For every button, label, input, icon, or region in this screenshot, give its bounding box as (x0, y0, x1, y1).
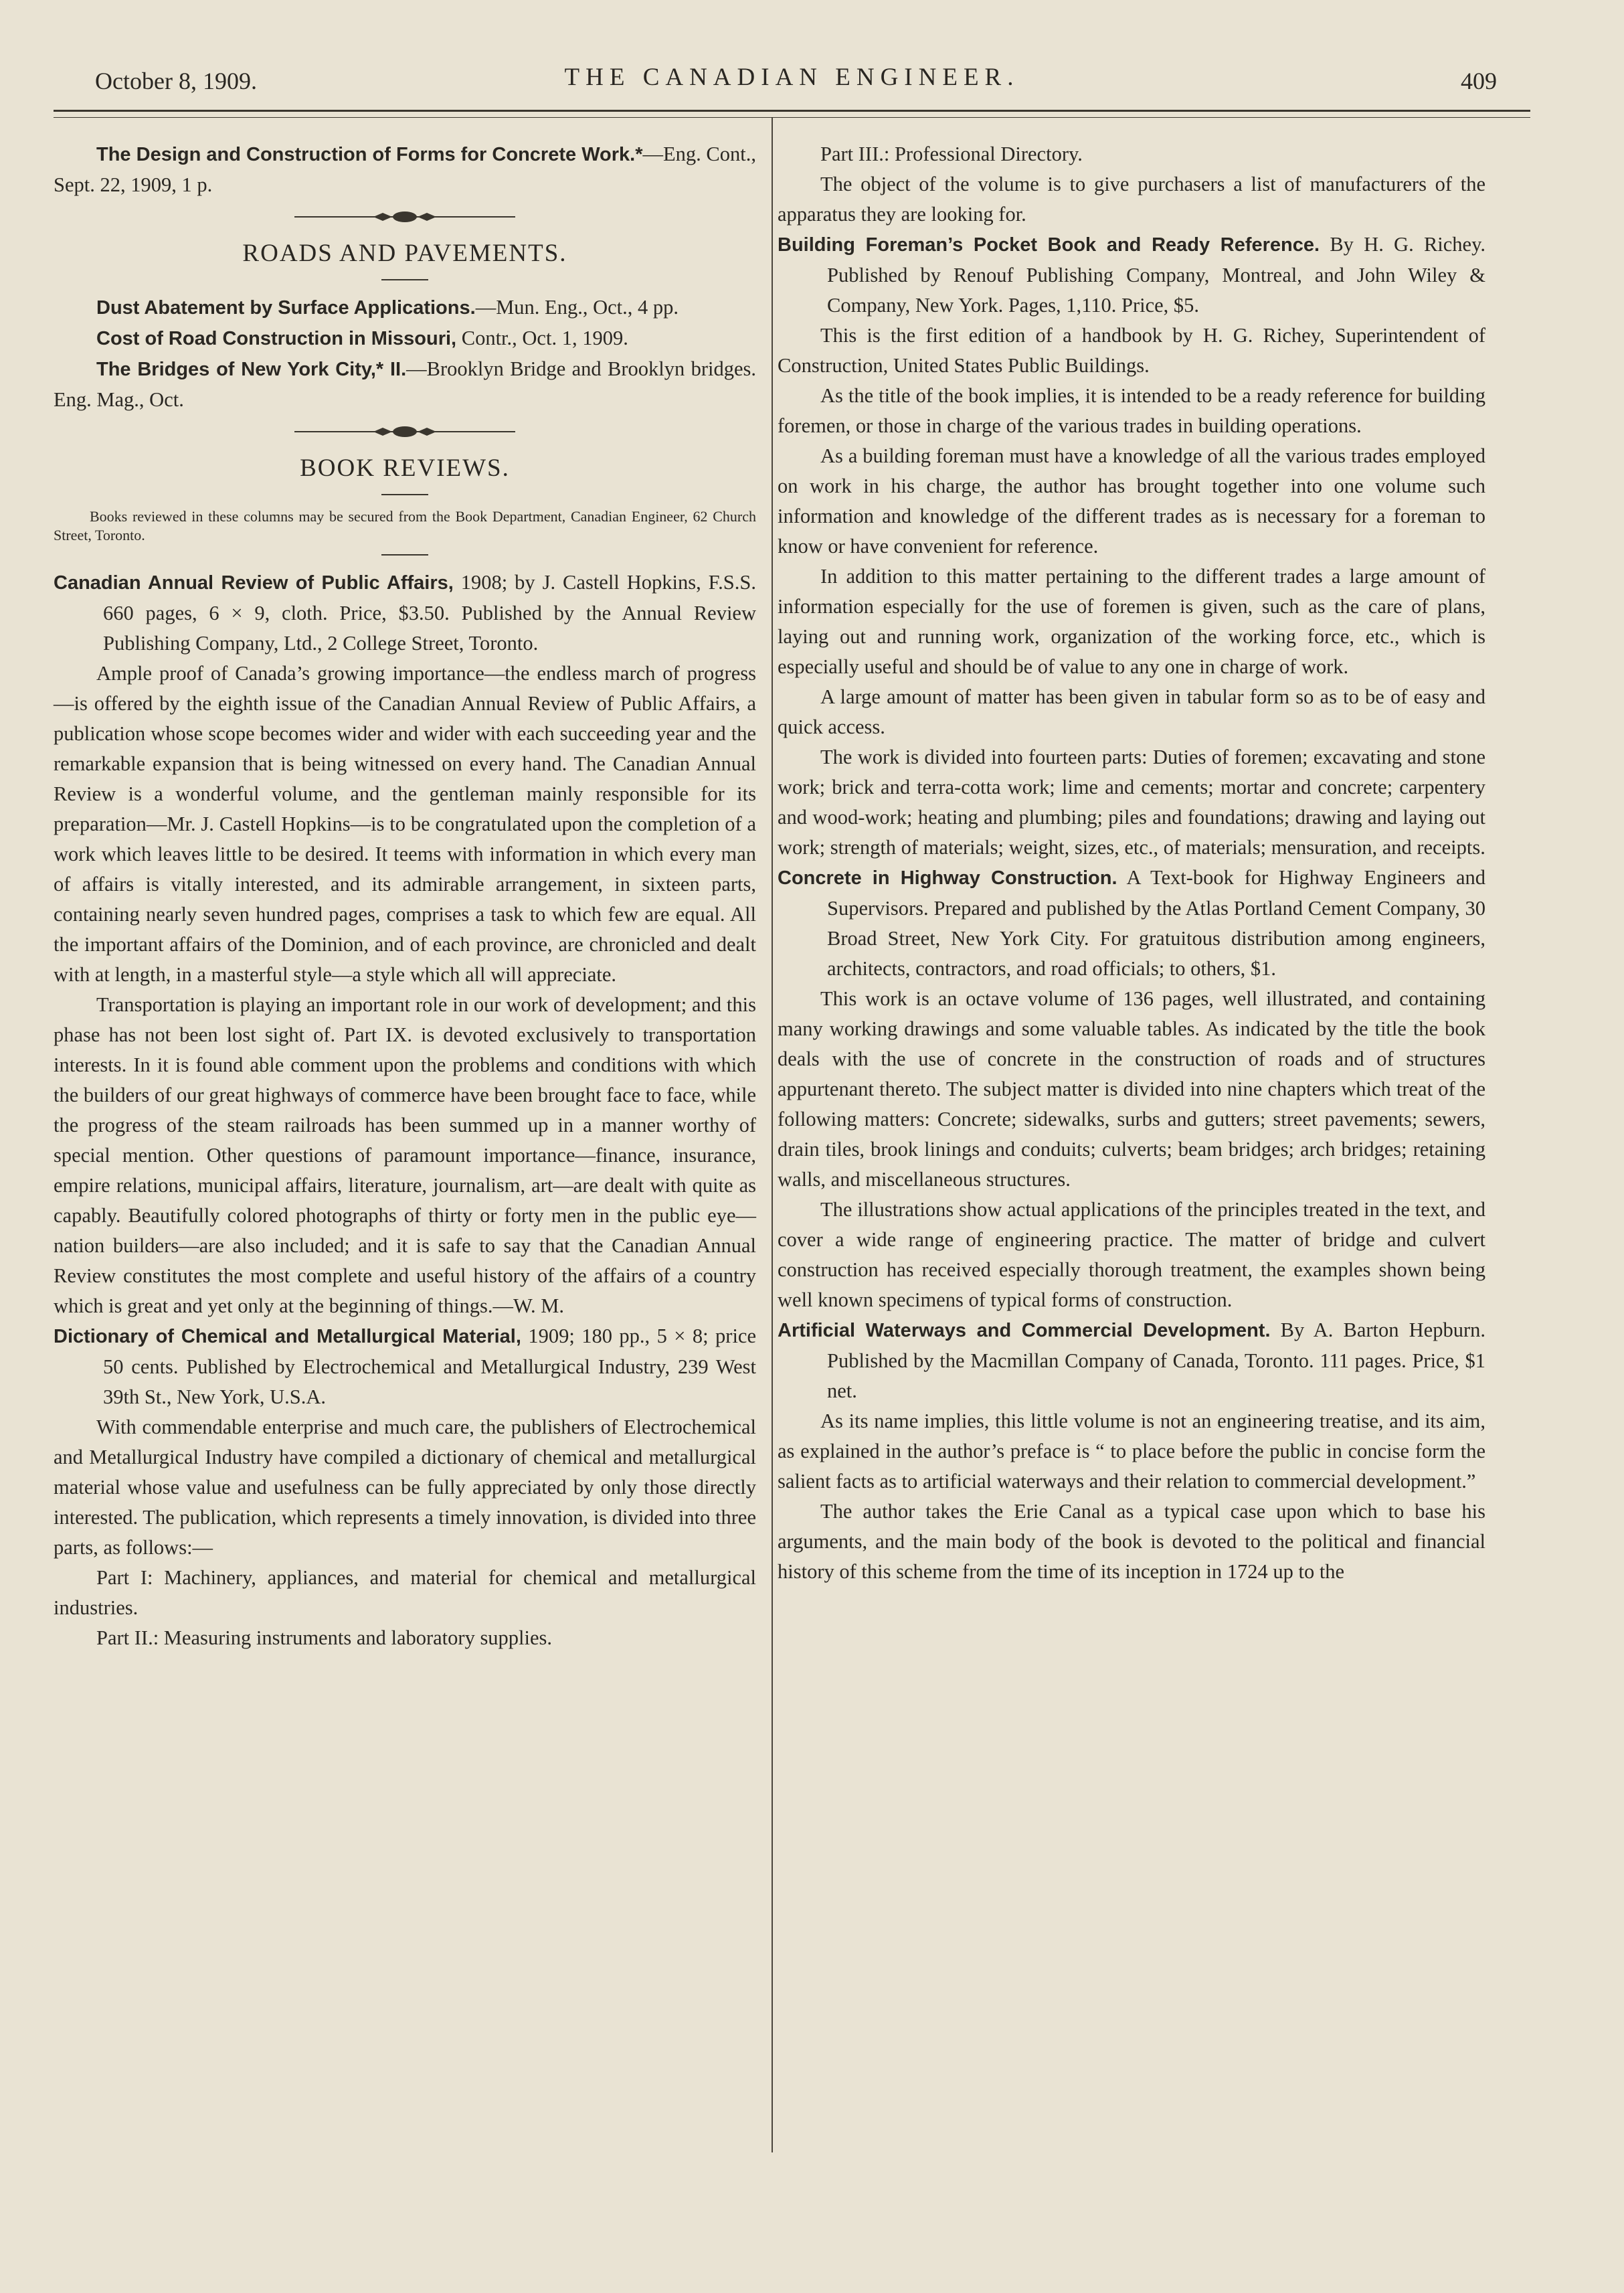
review-annual-paragraph: Transportation is playing an important role in our work of development; and this phase has not been lost sight of. Part IX. is devoted exclusively to transportation interests. In it is found able comment upon the problems and conditions with which the builders of our great highways of commerce have been brought face to face, while the progress of the steam railroads has been summed up in a manner worthy of special mention. Other questions of paramount importance—finance, insurance, empire relations, municipal affairs, literature, journalism, art—are dealt with quite as capably. Beautifully colored photographs of thirty or forty men in the public eye—nation builders—are also included; and it is safe to say that the Canadian Annual Review constitutes the most complete and useful history of the affairs of a country which is great and yet only at the beginning of things.—W. M. (54, 993, 756, 1317)
short-rule (381, 279, 428, 280)
entry-bridges: The Bridges of New York City,* II.—Brooklyn Bridge and Brooklyn bridges. Eng. Mag., Oct. (54, 357, 756, 411)
review-concrete-citation: Concrete in Highway Construction. A Text-book for Highway Engineers and Supervisors. Prepared and published by the Atlas Portland Cement Company, 30 Broad Street, New York City. For gratuitous distribution among engineers, architects, contractors, and road officials; to others, $1. (778, 866, 1485, 980)
review-waterways-paragraph: The author takes the Erie Canal as a typical case upon which to base his arguments, and the main body of the book is devoted to the political and financial history of this scheme from the time of its inception in 1724 up to the (778, 1500, 1485, 1583)
entry-dust: Dust Abatement by Surface Applications.—Mun. Eng., Oct., 4 pp. (96, 296, 679, 319)
page-number: 409 (1461, 68, 1497, 94)
review-foreman-paragraph: As a building foreman must have a knowledge of all the various trades employed on work in his charge, the author has brought together into one volume such information and knowledge of the different trades as is necessary for a foreman to know or have convenient for reference. (778, 444, 1485, 558)
review-dictionary-part: Part II.: Measuring instruments and laboratory supplies. (96, 1626, 553, 1649)
entry-cost: Cost of Road Construction in Missouri, Contr., Oct. 1, 1909. (96, 327, 628, 349)
review-dictionary-paragraph: With commendable enterprise and much care, the publishers of Electrochemical and Metallurgical Industry have compiled a dictionary of chemical and metallurgical material whose value and usefulness can be fully appreciated by only those directly interested. The publication, which represents a timely innovation, is divided into three parts, as follows:— (54, 1416, 756, 1559)
review-dictionary-part: Part I: Machinery, appliances, and material for chemical and metallurgical industries. (54, 1566, 756, 1619)
review-dictionary-citation: Dictionary of Chemical and Metallurgical Material, 1909; 180 pp., 5 × 8; price 50 cents. Published by Electrochemical and Metallurgical Industry, 239 West 39th St., New York, U.S.A. (54, 1325, 756, 1408)
review-dictionary-part: Part III.: Professional Directory. (820, 143, 1083, 165)
ornament-divider (294, 209, 515, 224)
section-heading-reviews: BOOK REVIEWS. (300, 454, 510, 482)
entry-forms: The Design and Construction of Forms for Concrete Work.*—Eng. Cont., Sept. 22, 1909, 1 p. (54, 143, 756, 196)
review-concrete-paragraph: This work is an octave volume of 136 pages, well illustrated, and containing many working drawings and some valuable tables. As indicated by the title the book deals with the use of concrete in the construction of roads and of structures appurtenant thereto. The subject matter is divided into nine chapters which treat of the following matters: Concrete; sidewalks, surbs and gutters; street pavements; sewers, drain tiles, brook linings and conduits; culverts; beam bridges; arch bridges; retaining walls, and miscellaneous structures. (778, 987, 1485, 1191)
column-divider (772, 118, 773, 2152)
review-waterways-paragraph: As its name implies, this little volume is not an engineering treatise, and its aim, as explained in the author’s preface is “ to place before the public in concise form the salient facts as to artificial waterways and their relation to commercial development.” (778, 1410, 1485, 1493)
issue-date: October 8, 1909. (95, 68, 257, 94)
running-head (87, 62, 1497, 102)
short-rule (381, 494, 428, 495)
review-dictionary-paragraph: The object of the volume is to give purchasers a list of manufacturers of the apparatus they are looking for. (778, 173, 1485, 226)
review-foreman-paragraph: The work is divided into fourteen parts: Duties of foremen; excavating and stone work; brick and terra-cotta work; lime and cements; mortar and concrete; carpentery and wood-work; heating and plumbing; piles and foundations; drawing and laying out work; strength of materials; weight, sizes, etc., of materials; mensuration, and receipts. (778, 746, 1485, 859)
review-concrete-paragraph: The illustrations show actual applications of the principles treated in the text, and cover a wide range of engineering practice. The matter of bridge and culvert construction has received especially thorough treatment, the examples shown being well known specimens of typical forms of construction. (778, 1198, 1485, 1311)
short-rule (381, 554, 428, 556)
review-foreman-paragraph: A large amount of matter has been given in tabular form so as to be of easy and quick access. (778, 685, 1485, 738)
review-waterways-citation: Artificial Waterways and Commercial Development. By A. Barton Hepburn. Published by the Macmillan Company of Canada, Toronto. 111 pages. Price, $1 net. (778, 1319, 1485, 1402)
section-heading-roads: ROADS AND PAVEMENTS. (242, 240, 567, 267)
review-foreman-citation: Building Foreman’s Pocket Book and Ready Reference. By H. G. Richey. Published by Renouf Publishing Company, Montreal, and John Wiley & Company, New York. Pages, 1,110. Price, $5. (778, 233, 1485, 317)
reviews-note: Books reviewed in these columns may be secured from the Book Department, Canadian Engineer, 62 Church Street, Toronto. (54, 508, 756, 543)
right-column (778, 139, 1485, 1587)
review-annual-citation: Canadian Annual Review of Public Affairs, 1908; by J. Castell Hopkins, F.S.S. 660 pages, 6 × 9, cloth. Price, $3.50. Published by the Annual Review Publishing Company, Ltd., 2 College Street, Toronto. (54, 571, 756, 655)
review-foreman-paragraph: This is the first edition of a handbook by H. G. Richey, Superintendent of Construction, United States Public Buildings. (778, 324, 1485, 377)
review-annual-paragraph: Ample proof of Canada’s growing importance—the endless march of progress—is offered by the eighth issue of the Canadian Annual Review of Public Affairs, a publication whose scope becomes wider and wider with each succeeding year and the remarkable expansion that is being witnessed on every hand. The Canadian Annual Review is a wonderful volume, and the gentleman mainly responsible for its preparation—Mr. J. Castell Hopkins—is to be congratulated upon the completion of a work which leaves little to be desired. It teems with information in which every man of affairs is vitally interested, and its admirable arrangement, in sixteen parts, containing nearly seven hundred pages, comprises a task to which few are equal. All the important affairs of the Dominion, and of each province, are chronicled and dealt with at length, in a masterful style—a style which all will appreciate. (54, 662, 756, 986)
left-column (54, 139, 756, 1653)
review-foreman-paragraph: In addition to this matter pertaining to the different trades a large amount of information especially for the use of foremen is given, such as the care of plans, laying out and running work, organization of the working force, etc., which is especially useful and should be of value to any one in charge of work. (778, 565, 1485, 678)
journal-title: THE CANADIAN ENGINEER. (564, 64, 1020, 91)
header-rule (54, 110, 1530, 118)
review-foreman-paragraph: As the title of the book implies, it is intended to be a ready reference for building foremen, or those in charge of the various trades in building operations. (778, 384, 1485, 437)
ornament-divider (294, 424, 515, 439)
